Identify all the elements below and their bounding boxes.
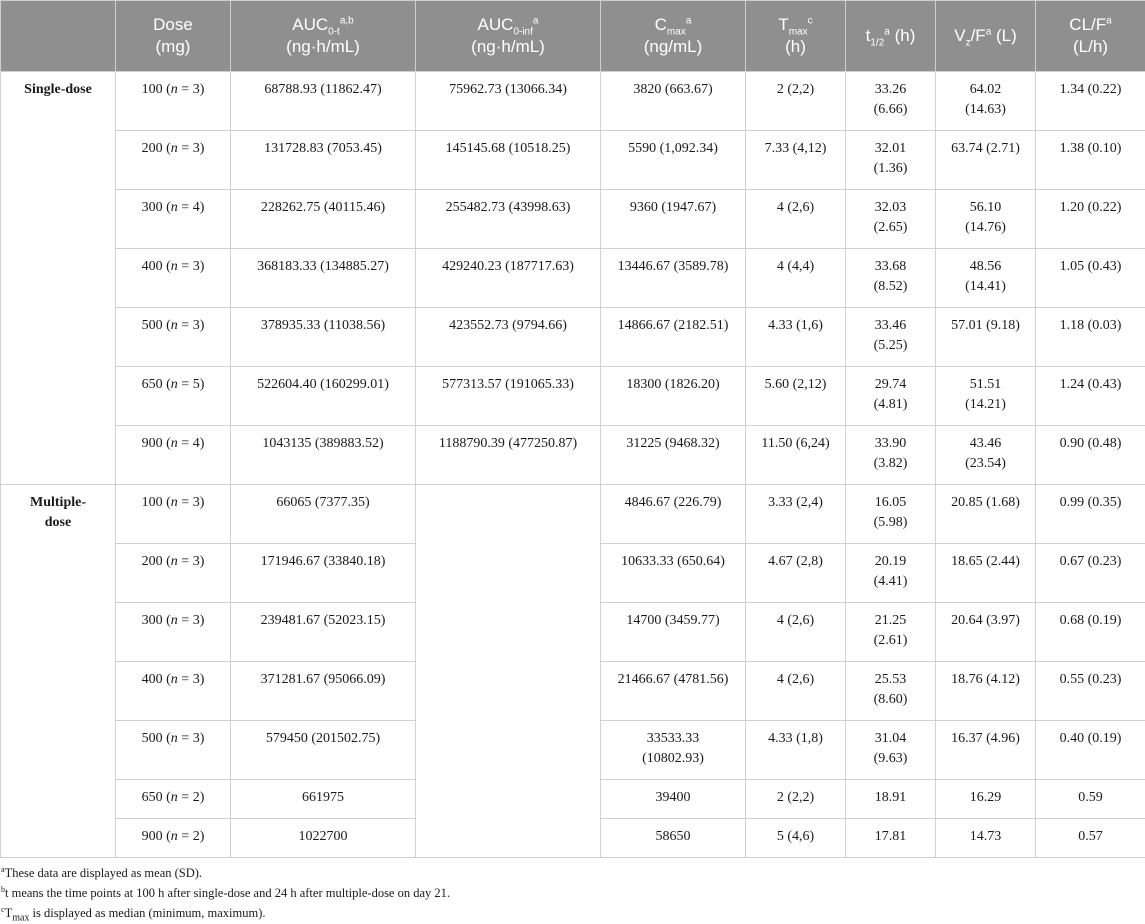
vz-cell [936,721,1036,780]
auc0t-value: 68788.93 (11862.47) [264,82,382,97]
n-value: 3 [192,82,200,97]
header-auc0t: $AUC_{0-t}^{a,b}$ (ng·h/mL) [231,1,416,72]
n-label: n [170,829,178,844]
cell-line: 58650 [655,829,691,844]
thalf-cell [846,131,936,190]
vz-cell [936,367,1036,426]
table-row [1,367,1145,426]
dose-value: 100 [141,82,163,97]
auc0inf-value: 1188790.39 (477250.87) [438,436,578,451]
auc0inf-cell [416,190,601,249]
auc0t-value: 371281.67 (95066.09) [260,672,386,687]
auc0t-cell [231,72,416,131]
vz-cell [936,72,1036,131]
tmax-value: 5 (4,6) [776,829,815,844]
cell-line: 14.73 [969,829,1002,844]
table-row [1,426,1145,485]
cell-line: 18.76 (4.12) [951,672,1020,687]
n-label: n [170,495,178,510]
n-value: 3 [192,259,200,274]
dose-value: 500 [141,731,163,746]
header-group [1,1,116,72]
tmax-cell [746,485,846,544]
dose-cell: 300 (n = 3) [116,603,231,662]
auc0t-cell [231,485,416,544]
group-label-text: Single-dose [24,82,92,97]
table-row [1,249,1145,308]
cell-line: 33.68 [874,259,907,274]
thalf-cell [846,249,936,308]
cl-value: 0.68 (0.19) [1059,613,1122,628]
cl-cell [1036,72,1145,131]
dose-cell: 100 (n = 3) [116,485,231,544]
auc0inf-cell [416,72,601,131]
tmax-cell [746,249,846,308]
tmax-cell [746,426,846,485]
auc0t-value: 171946.67 (33840.18) [260,554,386,569]
auc0t-value: 131728.83 (7053.45) [264,141,382,156]
cl-value: 0.57 [1078,829,1103,844]
dose-value: 400 [141,672,163,687]
header-thalf: $t_{1/2}^a$ (h) [846,1,936,72]
thalf-cell [846,544,936,603]
dose-value: 650 [141,377,163,392]
n-value: 5 [192,377,200,392]
cell-line: 57.01 (9.18) [951,318,1020,333]
group-label [1,485,116,858]
tmax-value: 11.50 (6,24) [761,436,830,451]
n-value: 2 [192,790,200,805]
n-value: 3 [192,731,200,746]
dose-cell: 650 (n = 5) [116,367,231,426]
dose-cell: 500 (n = 3) [116,308,231,367]
cl-cell [1036,426,1145,485]
n-label: n [170,318,178,333]
auc0inf-cell [416,367,601,426]
cmax-value: 9360 (1947.67) [629,200,717,215]
n-label: n [170,790,178,805]
n-label: n [170,141,178,156]
dose-value: 100 [141,495,163,510]
cell-line: (5.25) [873,338,908,353]
thalf-cell [846,819,936,858]
auc0inf-cell [416,426,601,485]
cell-line: 48.56 [969,259,1002,274]
auc0inf-value: 577313.57 (191065.33) [442,377,574,392]
auc0inf-cell [416,131,601,190]
footnote-c: $^cT_{max}$ is displayed as median (minimum, maximum). [1,904,266,924]
cell-line: 29.74 [874,377,907,392]
vz-cell [936,662,1036,721]
n-label: n [170,613,178,628]
auc0t-value: 579450 (201502.75) [265,731,381,746]
cl-cell [1036,819,1145,858]
dose-value: 200 [141,141,163,156]
auc0t-cell [231,131,416,190]
cl-value: 0.40 (0.19) [1059,731,1122,746]
n-label: n [170,377,178,392]
cell-line: (14.63) [965,102,1006,117]
cell-line: (9.63) [873,751,908,766]
auc0t-cell [231,308,416,367]
auc0inf-value: 75962.73 (13066.34) [449,82,567,97]
cell-line: 64.02 [969,82,1002,97]
auc0t-value: 228262.75 (40115.46) [260,200,386,215]
dose-value: 400 [141,259,163,274]
cell-line: 25.53 [874,672,907,687]
auc0inf-cell [416,308,601,367]
thalf-cell [846,72,936,131]
tmax-cell [746,662,846,721]
n-label: n [170,672,178,687]
tmax-cell [746,819,846,858]
group-label [1,72,116,485]
cell-line: (2.61) [873,633,908,648]
n-label: n [170,82,178,97]
n-label: n [170,731,178,746]
cl-value: 1.18 (0.03) [1059,318,1122,333]
n-value: 2 [192,829,200,844]
cell-line: 32.01 [874,141,907,156]
thalf-cell [846,662,936,721]
cmax-cell [601,780,746,819]
auc0t-cell [231,603,416,662]
cell-line: 33.26 [874,82,907,97]
cell-line: 63.74 (2.71) [951,141,1020,156]
table-row [1,190,1145,249]
auc0t-cell [231,249,416,308]
dose-cell: 200 (n = 3) [116,544,231,603]
tmax-value: 2 (2,2) [776,82,815,97]
auc0t-value: 661975 [302,790,344,805]
tmax-value: 4 (2,6) [776,613,815,628]
vz-cell [936,190,1036,249]
thalf-cell [846,308,936,367]
cmax-cell [601,662,746,721]
cell-line: 14700 (3459.77) [626,613,720,628]
tmax-value: 4 (4,4) [776,259,815,274]
footnotes [0,863,1145,923]
dose-value: 650 [141,790,163,805]
header-row [1,1,1145,72]
n-label: n [170,436,178,451]
cell-line: 21466.67 (4781.56) [617,672,729,687]
cell-line: 20.64 (3.97) [951,613,1020,628]
header-tmax: $T_{max}^c$ (h) [746,1,846,72]
tmax-cell [746,131,846,190]
tmax-value: 7.33 (4,12) [764,141,827,156]
cmax-cell [601,249,746,308]
cl-value: 0.67 (0.23) [1059,554,1122,569]
cl-value: 1.38 (0.10) [1059,141,1122,156]
cell-line: 56.10 [969,200,1002,215]
cl-value: 0.90 (0.48) [1059,436,1122,451]
thalf-cell [846,603,936,662]
cell-line: (8.52) [873,279,908,294]
auc0inf-value: 423552.73 (9794.66) [449,318,567,333]
cell-line: (10802.93) [642,751,704,766]
thalf-cell [846,721,936,780]
auc0inf-value: 429240.23 (187717.63) [442,259,574,274]
cmax-cell [601,544,746,603]
cmax-cell [601,721,746,780]
cell-line: (14.76) [965,220,1006,235]
cell-line: 31.04 [874,731,907,746]
n-value: 4 [192,436,200,451]
cl-cell [1036,780,1145,819]
table-row [1,308,1145,367]
cmax-value: 14866.67 (2182.51) [617,318,729,333]
header-cmax: $C_{max}^a$ (ng/mL) [601,1,746,72]
auc0t-cell [231,544,416,603]
n-value: 3 [192,672,200,687]
tmax-cell [746,544,846,603]
cell-line: (14.41) [965,279,1006,294]
auc0t-cell [231,190,416,249]
tmax-value: 2 (2,2) [776,790,815,805]
cl-value: 1.20 (0.22) [1059,200,1122,215]
tmax-value: 4.33 (1,8) [768,731,823,746]
cl-cell [1036,544,1145,603]
dose-cell: 400 (n = 3) [116,249,231,308]
auc0t-value: 368183.33 (134885.27) [257,259,389,274]
cell-line: 33.46 [874,318,907,333]
cell-line: (3.82) [873,456,908,471]
cmax-value: 18300 (1826.20) [626,377,720,392]
dose-cell: 200 (n = 3) [116,131,231,190]
cl-value: 1.34 (0.22) [1059,82,1122,97]
dose-value: 900 [141,436,163,451]
auc0t-value: 66065 (7377.35) [276,495,370,510]
auc0t-cell [231,662,416,721]
vz-cell [936,544,1036,603]
vz-cell [936,426,1036,485]
dose-value: 200 [141,554,163,569]
auc0inf-value: 145145.68 (10518.25) [445,141,571,156]
table-body [1,72,1145,858]
cl-cell [1036,662,1145,721]
cmax-cell [601,485,746,544]
cell-line: 18.65 (2.44) [951,554,1020,569]
tmax-cell [746,603,846,662]
n-value: 3 [192,495,200,510]
cl-cell [1036,485,1145,544]
cl-cell [1036,603,1145,662]
auc0t-cell [231,426,416,485]
header-dose: Dose (mg) [116,1,231,72]
tmax-value: 4.67 (2,8) [768,554,823,569]
cell-line: (4.41) [873,574,908,589]
thalf-cell [846,485,936,544]
tmax-value: 4 (2,6) [776,200,815,215]
n-value: 3 [192,318,200,333]
auc0t-cell [231,367,416,426]
cmax-cell [601,308,746,367]
dose-cell: 400 (n = 3) [116,662,231,721]
vz-cell [936,308,1036,367]
auc0t-cell [231,819,416,858]
dose-cell: 650 (n = 2) [116,780,231,819]
vz-cell [936,819,1036,858]
vz-cell [936,131,1036,190]
cell-line: 33533.33 [646,731,700,746]
cell-line: 33.90 [874,436,907,451]
cmax-value: 5590 (1,092.34) [628,141,718,156]
n-value: 3 [192,554,200,569]
cl-cell [1036,190,1145,249]
cell-line: 16.05 [874,495,907,510]
cell-line: 10633.33 (650.64) [621,554,725,569]
thalf-cell [846,426,936,485]
cl-cell [1036,721,1145,780]
header-cl: $CL/F^a$ (L/h) [1036,1,1145,72]
thalf-cell [846,367,936,426]
dose-value: 900 [141,829,163,844]
auc0inf-value: 255482.73 (43998.63) [445,200,571,215]
cmax-cell [601,603,746,662]
cell-line: 21.25 [874,613,907,628]
cell-line: 20.19 [874,554,907,569]
n-value: 3 [192,141,200,156]
cell-line: 16.29 [969,790,1002,805]
table-row [1,485,1145,544]
tmax-cell [746,72,846,131]
cell-line: Multiple- [30,495,86,510]
cell-line: dose [44,515,72,530]
tmax-cell [746,367,846,426]
cmax-cell [601,367,746,426]
vz-cell [936,603,1036,662]
auc0t-value: 239481.67 (52023.15) [260,613,386,628]
auc0t-cell [231,780,416,819]
cell-line: 32.03 [874,200,907,215]
cmax-cell [601,819,746,858]
cl-value: 1.24 (0.43) [1059,377,1122,392]
auc0t-value: 1022700 [298,829,348,844]
table-row [1,131,1145,190]
cmax-cell [601,426,746,485]
cell-line: (14.21) [965,397,1006,412]
vz-cell [936,780,1036,819]
tmax-cell [746,190,846,249]
footnote-b: $^b$t means the time points at 100 h after single-dose and 24 h after multiple-dose on day 21. [1,884,451,900]
vz-cell [936,249,1036,308]
cell-line: (6.66) [873,102,908,117]
header-vz: $V_z/F^a$ (L) [936,1,1036,72]
tmax-cell [746,721,846,780]
dose-value: 300 [141,200,163,215]
dose-value: 300 [141,613,163,628]
n-label: n [170,259,178,274]
tmax-cell [746,780,846,819]
cl-value: 0.99 (0.35) [1059,495,1122,510]
cell-line: (4.81) [873,397,908,412]
cell-line: 4846.67 (226.79) [624,495,722,510]
tmax-cell [746,308,846,367]
cell-line: 16.37 (4.96) [951,731,1020,746]
cell-line: 18.91 [874,790,907,805]
cell-line: (2.65) [873,220,908,235]
cell-line: 39400 [655,790,691,805]
tmax-value: 3.33 (2,4) [768,495,823,510]
cmax-cell [601,131,746,190]
cl-value: 0.59 [1078,790,1103,805]
auc0t-value: 522604.40 (160299.01) [257,377,389,392]
cmax-value: 3820 (663.67) [633,82,713,97]
cl-cell [1036,249,1145,308]
cl-value: 1.05 (0.43) [1059,259,1122,274]
cmax-value: 31225 (9468.32) [626,436,720,451]
cell-line: 17.81 [874,829,907,844]
tmax-value: 4 (2,6) [776,672,815,687]
auc0inf-cell [416,249,601,308]
cl-cell [1036,367,1145,426]
dose-value: 500 [141,318,163,333]
table-row [1,72,1145,131]
cell-line: (5.98) [873,515,908,530]
tmax-value: 4.33 (1,6) [768,318,823,333]
dose-cell: 100 (n = 3) [116,72,231,131]
vz-cell [936,485,1036,544]
n-value: 3 [192,613,200,628]
cl-cell [1036,131,1145,190]
cell-line: (1.36) [873,161,908,176]
auc0inf-empty-cell [416,485,601,858]
auc0t-cell [231,721,416,780]
n-value: 4 [192,200,200,215]
auc0t-value: 378935.33 (11038.56) [260,318,386,333]
auc0t-value: 1043135 (389883.52) [262,436,384,451]
dose-cell: 300 (n = 4) [116,190,231,249]
header-auc0inf: $AUC_{0-inf}^a$ (ng·h/mL) [416,1,601,72]
cell-line: 43.46 [969,436,1002,451]
cmax-cell [601,190,746,249]
n-label: n [170,200,178,215]
cl-value: 0.55 (0.23) [1059,672,1122,687]
cmax-value: 13446.67 (3589.78) [617,259,729,274]
dose-cell: 500 (n = 3) [116,721,231,780]
n-label: n [170,554,178,569]
dose-cell: 900 (n = 2) [116,819,231,858]
footnote-a: $^a$These data are displayed as mean (SD). [1,864,203,880]
cell-line: (23.54) [965,456,1006,471]
cell-line: (8.60) [873,692,908,707]
cell-line: 51.51 [969,377,1002,392]
cl-cell [1036,308,1145,367]
cell-line: 20.85 (1.68) [951,495,1020,510]
dose-cell: 900 (n = 4) [116,426,231,485]
cmax-cell [601,72,746,131]
tmax-value: 5.60 (2,12) [764,377,827,392]
thalf-cell [846,780,936,819]
thalf-cell [846,190,936,249]
